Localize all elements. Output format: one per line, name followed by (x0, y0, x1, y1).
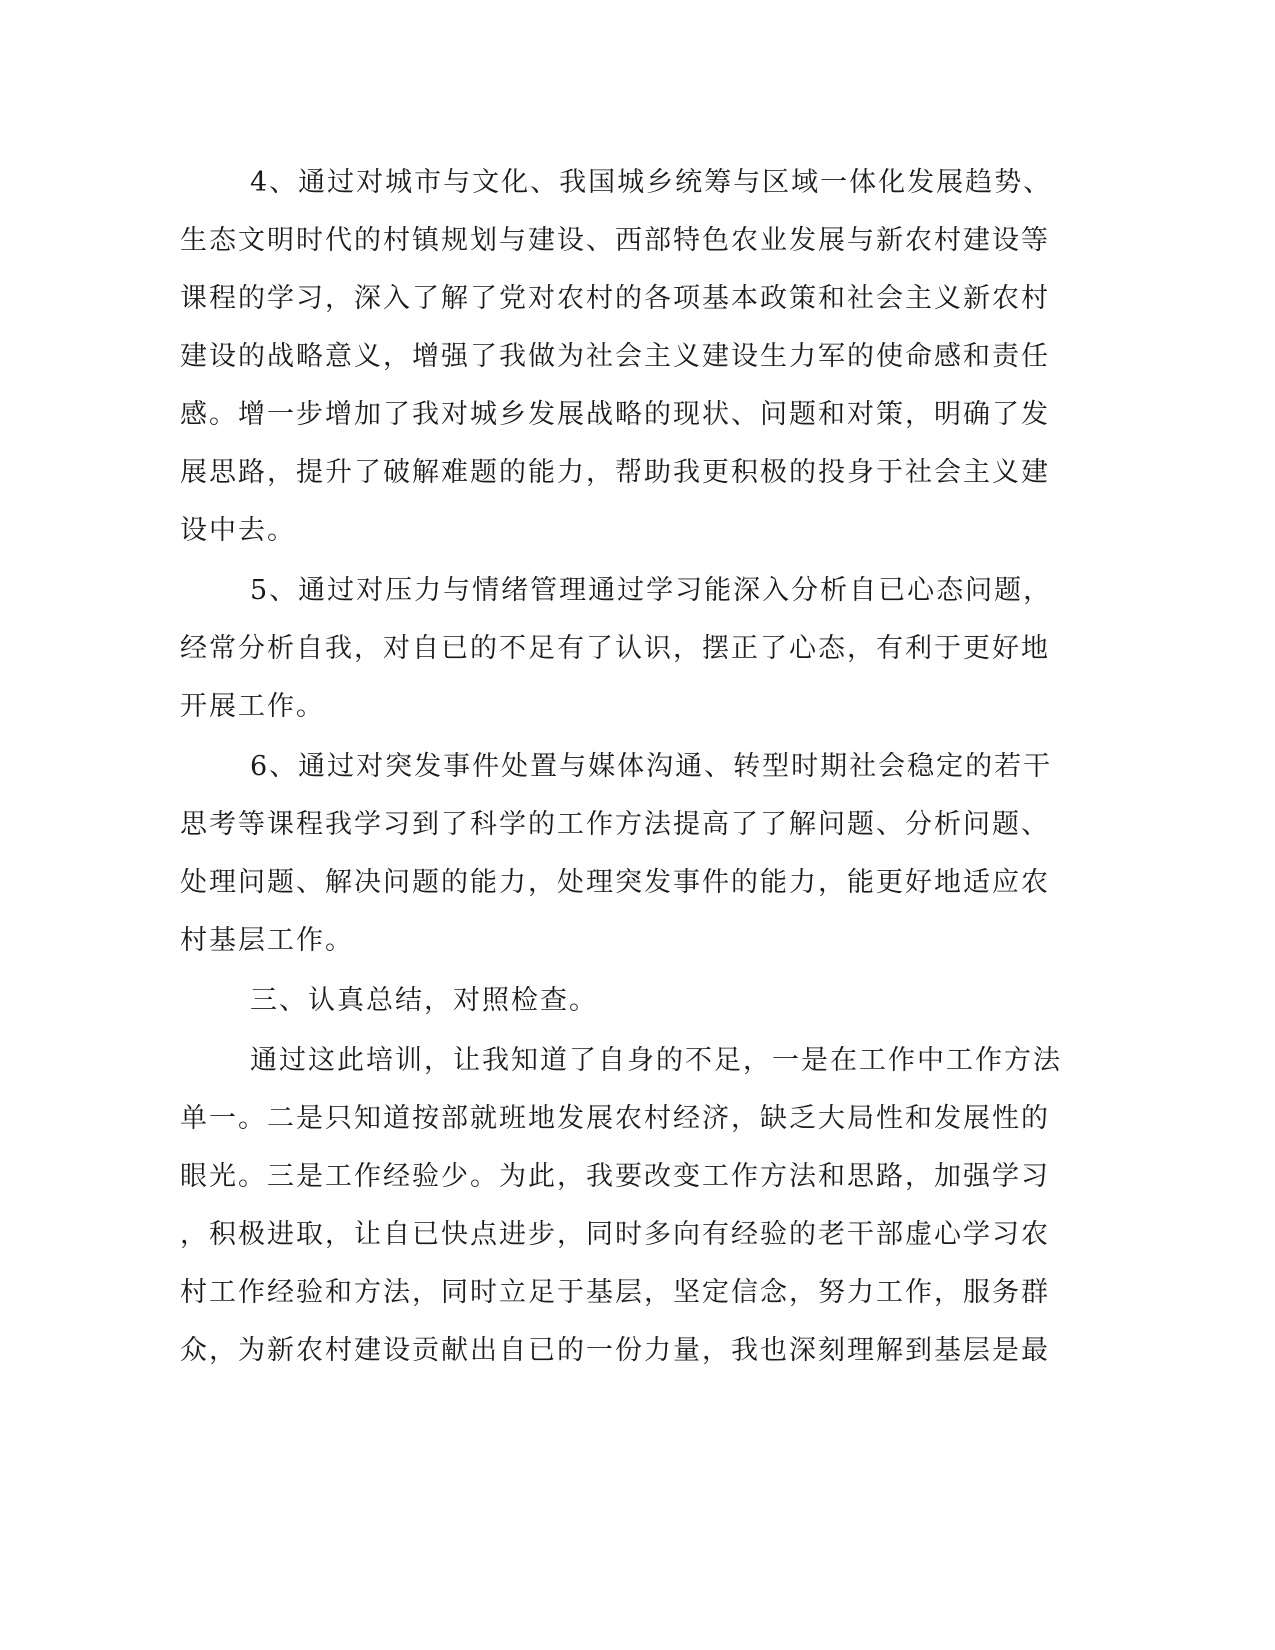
paragraph-4-line-4: 建设的战略意义，增强了我做为社会主义建设生力军的使命感和责任 (180, 341, 1050, 372)
paragraph-4-line-2: 生态文明时代的村镇规划与建设、西部特色农业发展与新农村建设等 (180, 225, 1050, 256)
paragraph-6-line-1: 6、通过对突发事件处置与媒体沟通、转型时期社会稳定的若干 (250, 751, 1053, 782)
paragraph-summary-line-4: ，积极进取，让自已快点进步，同时多向有经验的老干部虚心学习农 (180, 1219, 1050, 1250)
paragraph-4-line-6: 展思路，提升了破解难题的能力，帮助我更积极的投身于社会主义建 (180, 457, 1050, 488)
paragraph-6-line-4: 村基层工作。 (180, 925, 354, 956)
paragraph-5-line-2: 经常分析自我，对自已的不足有了认识，摆正了心态，有利于更好地 (180, 633, 1050, 664)
paragraph-summary-line-2: 单一。二是只知道按部就班地发展农村经济，缺乏大局性和发展性的 (180, 1103, 1050, 1134)
paragraph-summary-line-3: 眼光。三是工作经验少。为此，我要改变工作方法和思路，加强学习 (180, 1161, 1050, 1192)
paragraph-4-line-3: 课程的学习，深入了解了党对农村的各项基本政策和社会主义新农村 (180, 283, 1050, 314)
paragraph-5-line-1: 5、通过对压力与情绪管理通过学习能深入分析自已心态问题， (250, 575, 1053, 606)
paragraph-5-line-3: 开展工作。 (180, 691, 325, 722)
paragraph-4-line-5: 感。增一步增加了我对城乡发展战略的现状、问题和对策，明确了发 (180, 399, 1050, 430)
paragraph-summary-line-1: 通过这此培训，让我知道了自身的不足，一是在工作中工作方法 (250, 1045, 1062, 1076)
section-heading: 三、认真总结，对照检查。 (250, 985, 598, 1016)
paragraph-4-line-7: 设中去。 (180, 515, 296, 546)
paragraph-6-line-3: 处理问题、解决问题的能力，处理突发事件的能力，能更好地适应农 (180, 867, 1050, 898)
paragraph-6-line-2: 思考等课程我学习到了科学的工作方法提高了了解问题、分析问题、 (180, 809, 1050, 840)
paragraph-4-line-1: 4、通过对城市与文化、我国城乡统筹与区域一体化发展趋势、 (250, 167, 1053, 198)
paragraph-summary-line-6: 众，为新农村建设贡献出自已的一份力量，我也深刻理解到基层是最 (180, 1335, 1050, 1366)
paragraph-summary-line-5: 村工作经验和方法，同时立足于基层，坚定信念，努力工作，服务群 (180, 1277, 1050, 1308)
